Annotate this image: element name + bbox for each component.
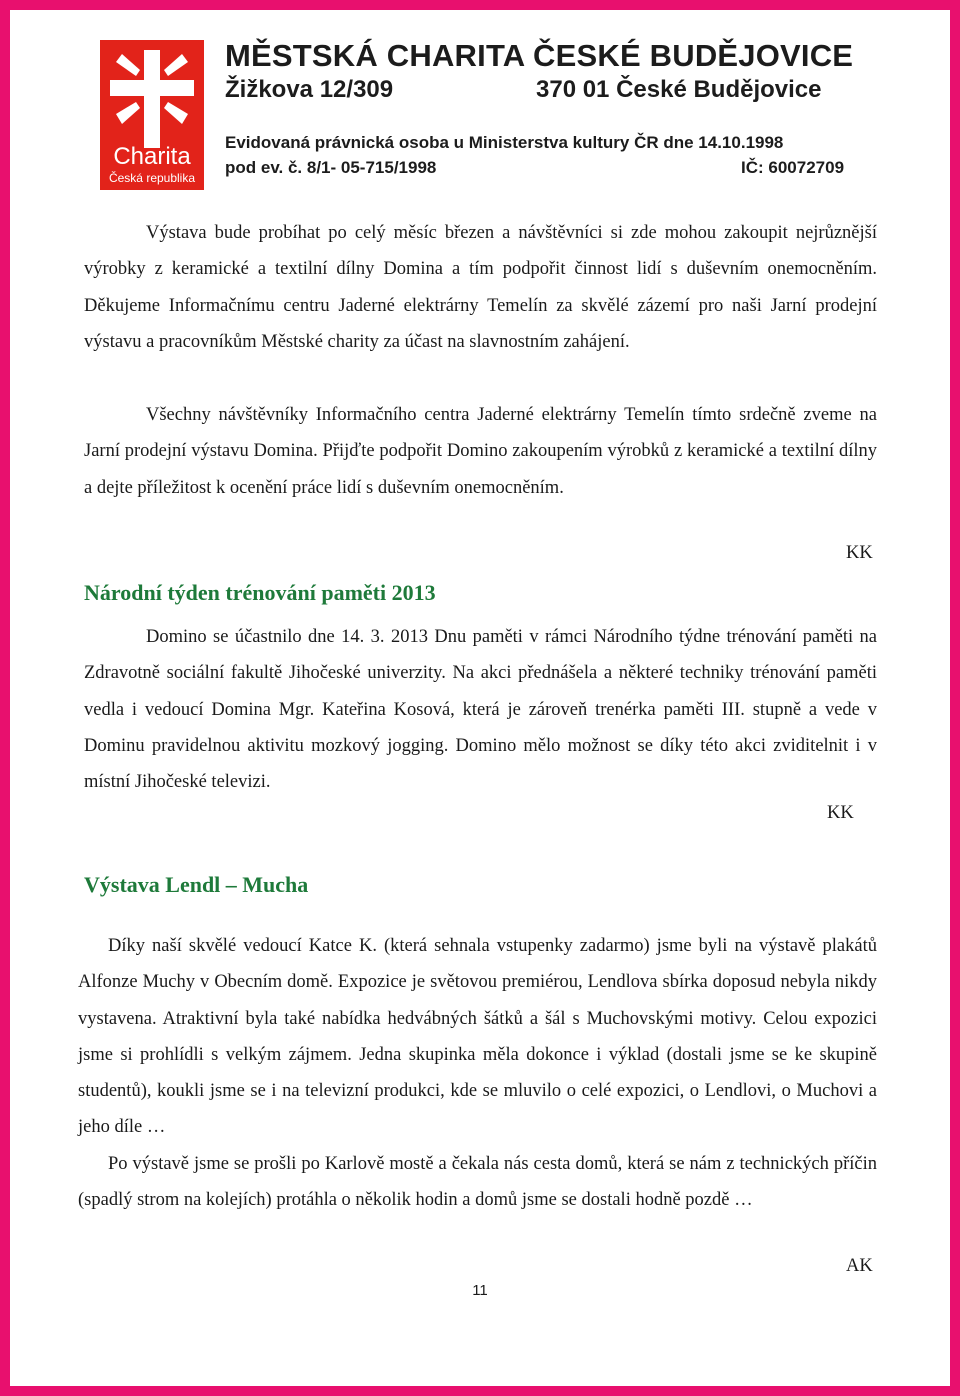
invitation-paragraph: Všechny návštěvníky Informačního centra Jaderné elektrárny Temelín tímto srdečně zveme na Jarní prodejní výstavu Domina. Přijďte podpořit Domino zakoupením výrobků z keramické a textilní dílny a dejte příležitost k ocenění práce lidí s duševním onemocněním. <box>84 405 877 498</box>
section-heading-lendl-mucha: Výstava Lendl – Mucha <box>84 872 309 897</box>
page-number: 11 <box>472 1282 488 1299</box>
logo-subtext: Česká republika <box>108 171 196 185</box>
memory-week-paragraph: Domino se účastnilo dne 14. 3. 2013 Dnu paměti v rámci Národního týdne trénování paměti na Zdravotně sociální fakultě Jihočeské univerzity. Na akci přednášela a některé techniky trénování paměti vedla i vedoucí Domina Mgr. Kateřina Kosová, která je zároveň trenérka paměti III. stupně a vede v Dominu pravidelnou aktivitu mozkový jogging. Domino mělo možnost se díky této akci zviditelnit i v místní Jihočeské televizi. <box>84 627 877 793</box>
signature-kk-2: KK <box>827 803 854 823</box>
registration-info: Evidovaná právnická osoba u Ministerstva kultury ČR dne 14.10.1998 <box>225 133 784 152</box>
lendl-mucha-paragraph: Díky naší skvělé vedoucí Katce K. (která sehnala vstupenky zadarmo) jsme byli na výstavě plakátů Alfonze Muchy v Obecním domě. Expozice je světovou premiérou, Lendlova sbírka doposud nebyla nikdy vystavena. Atraktivní byla také nabídka hedvábných šátků a šál s Muchovskými motivy. Celou expozici jsme si prohlídli s velkým zájmem. Jedna skupinka měla dokonce i výklad (dostali jsme se ke skupině studentů), koukli jsme se i na televizní produkci, kde se mluvilo o celé expozici, o Lendlovi, o Muchovi a jeho díle … <box>78 936 877 1138</box>
address-city: 370 01 České Budějovice <box>536 76 822 103</box>
organization-title: MĚSTSKÁ CHARITA ČESKÉ BUDĚJOVICE <box>225 38 854 73</box>
charita-logo <box>100 40 204 190</box>
signature-ak: AK <box>846 1256 873 1276</box>
logo-text: Charita <box>113 143 191 170</box>
company-id: IČ: 60072709 <box>741 158 845 177</box>
address-street: Žižkova 12/309 <box>225 76 394 103</box>
section-heading-memory-week: Národní týden trénování paměti 2013 <box>84 580 436 605</box>
exhibition-paragraph: Výstava bude probíhat po celý měsíc březen a návštěvníci si zde mohou zakoupit nejrůznější výrobky z keramické a textilní dílny Domina a tím podpořit činnost lidí s duševním onemocněním. Děkujeme Informačnímu centru Jaderné elektrárny Temelín za skvělé zázemí pro naši Jarní prodejní výstavu a pracovníkům Městské charity za účast na slavnostním zahájení. <box>84 223 877 352</box>
registration-number: pod ev. č. 8/1- 05-715/1998 <box>225 158 437 177</box>
signature-kk-1: KK <box>846 543 873 563</box>
trip-home-paragraph: Po výstavě jsme se prošli po Karlově mostě a čekala nás cesta domů, která se nám z technických příčin (spadlý strom na kolejích) protáhla o několik hodin a domů jsme se dostali hodně pozdě … <box>78 1154 877 1211</box>
